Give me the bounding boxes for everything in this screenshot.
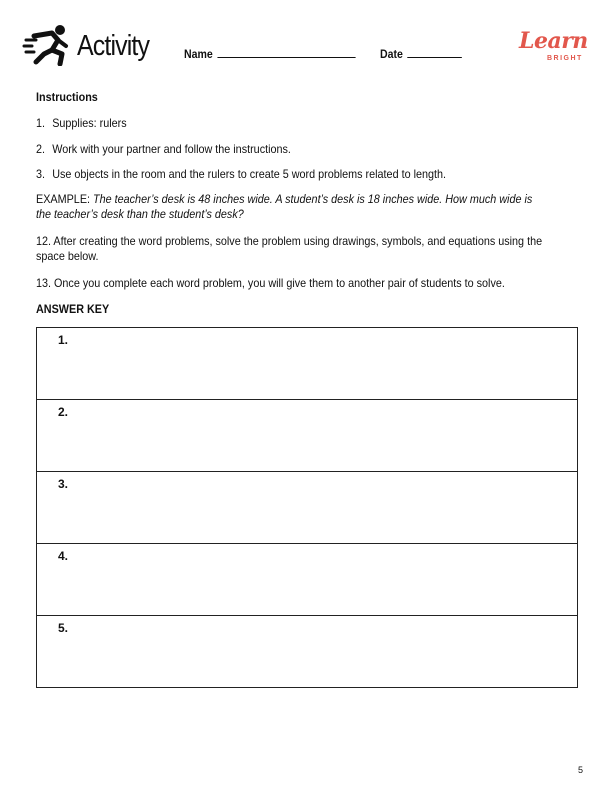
- date-field: [380, 46, 462, 61]
- answer-row[interactable]: [37, 472, 577, 544]
- instruction-item: 2. Work with your partner and follow the instructions.: [36, 142, 291, 156]
- activity-title: Activity: [77, 30, 150, 62]
- page-number: 5: [578, 765, 584, 775]
- answer-row[interactable]: [37, 544, 577, 616]
- answer-row[interactable]: [37, 328, 577, 400]
- logo-word: Learn: [519, 28, 588, 54]
- date-blank[interactable]: [408, 46, 463, 58]
- answer-table: [36, 327, 578, 688]
- name-field: [184, 46, 356, 61]
- runner-icon: [22, 24, 72, 66]
- answer-number: 5.: [58, 621, 69, 635]
- instruction-item: 3. Use objects in the room and the rulers to create 5 word problems related to length.: [36, 167, 447, 181]
- answer-row[interactable]: [37, 616, 577, 687]
- example-text: EXAMPLE: The teacher’s desk is 48 inches wide. A student’s desk is 18 inches wide. How much wide is the teacher’s desk than the student’s desk?: [36, 192, 533, 221]
- page-header: [0, 0, 612, 90]
- name-blank[interactable]: [217, 46, 355, 58]
- logo-sub: BRIGHT: [547, 55, 583, 62]
- answer-number: 3.: [58, 477, 69, 491]
- name-label: Name: [184, 47, 213, 61]
- instructions-heading: Instructions: [36, 90, 98, 104]
- answer-number: 1.: [58, 333, 69, 347]
- answer-number: 4.: [58, 549, 69, 563]
- answer-key-heading: ANSWER KEY: [36, 302, 110, 316]
- date-label: Date: [380, 47, 403, 61]
- instruction-item-12: 12. After creating the word problems, solve the problem using drawings, symbols, and equations using the space below.: [36, 234, 543, 263]
- instruction-item: 1. Supplies: rulers: [36, 116, 127, 130]
- instruction-item-13: 13. Once you complete each word problem, you will give them to another pair of students to solve.: [36, 276, 505, 290]
- answer-row[interactable]: [37, 400, 577, 472]
- learn-bright-logo: [519, 28, 591, 68]
- answer-number: 2.: [58, 405, 69, 419]
